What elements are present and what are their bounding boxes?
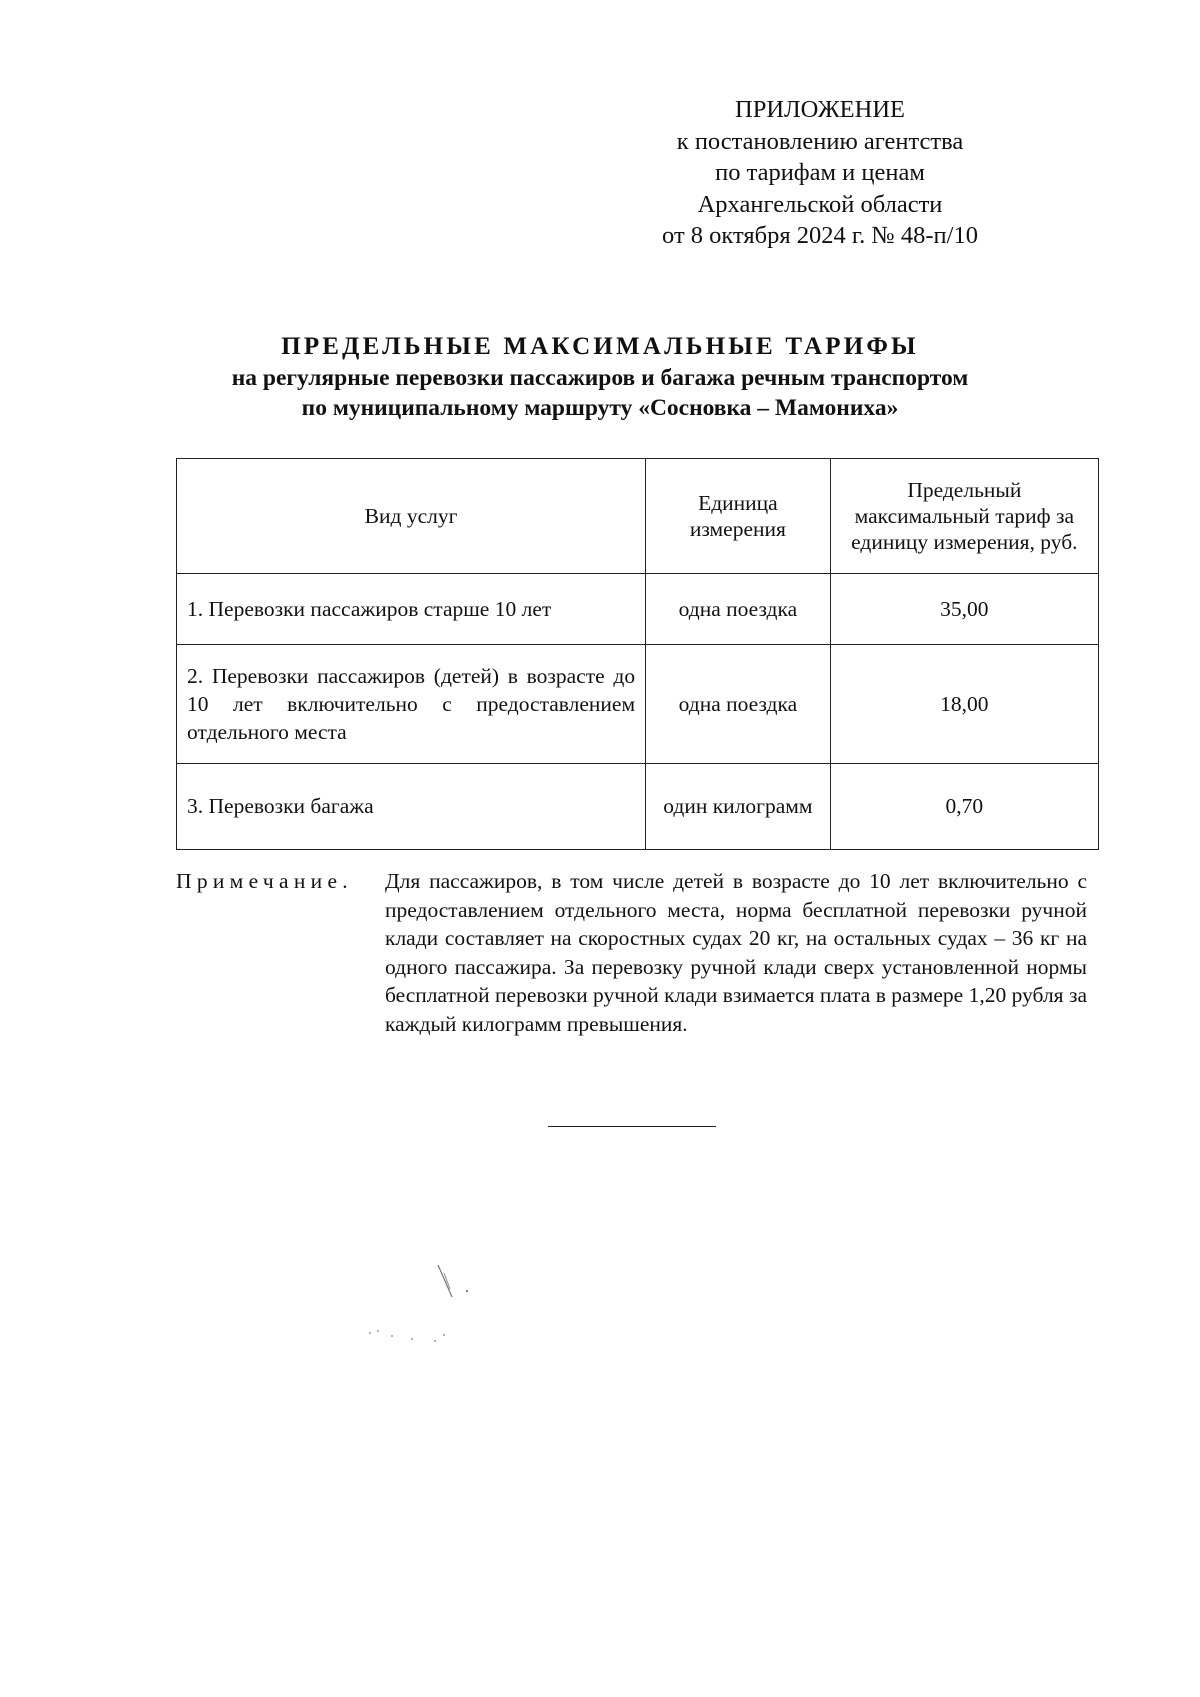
document-title (100, 330, 1100, 423)
note-text: Для пассажиров, в том числе детей в возрасте до 10 лет включительно с предоставлением отдельного места, норма бесплатной перевозки ручной клади составляет на скоростных судах 20 кг, на остальных судах – 36 кг на одного пассажира. За перевозку ручной клади сверх установленной нормы бесплатной перевозки ручной клади взимается плата в размере 1,20 рубля за каждый килограмм превышения. (385, 869, 1087, 1036)
row-tariff: 0,70 (830, 764, 1098, 850)
table-row (177, 574, 1099, 645)
table-row (177, 764, 1099, 850)
separator-line (548, 1126, 716, 1127)
appendix-line-region: Архангельской области (697, 190, 943, 218)
appendix-header (620, 94, 1020, 252)
appendix-title: ПРИЛОЖЕНИЕ (735, 96, 905, 123)
row-service: 2. Перевозки пассажиров (детей) в возрасте до 10 лет включительно с предоставлением отдельного места (177, 645, 646, 764)
header-service: Вид услуг (177, 459, 646, 574)
row-service: 1. Перевозки пассажиров старше 10 лет (177, 574, 646, 645)
document-title-main: ПРЕДЕЛЬНЫЕ МАКСИМАЛЬНЫЕ ТАРИФЫ (281, 333, 919, 360)
tariffs-table (176, 458, 1099, 850)
row-service: 3. Перевозки багажа (177, 764, 646, 850)
row-tariff: 35,00 (830, 574, 1098, 645)
document-title-subject: на регулярные перевозки пассажиров и багажа речным транспортом (231, 365, 969, 391)
header-unit: Единица измерения (646, 459, 831, 574)
scan-artifact-specks (340, 1255, 500, 1365)
header-tariff: Предельный максимальный тариф за единицу измерения, руб. (830, 459, 1098, 574)
table-header-row (177, 459, 1099, 574)
note-label: Примечание. (176, 869, 353, 893)
row-unit: одна поездка (646, 574, 831, 645)
row-tariff: 18,00 (830, 645, 1098, 764)
row-unit: один килограмм (646, 764, 831, 850)
document-title-route: по муниципальному маршруту «Сосновка – Мамониха» (301, 395, 899, 421)
appendix-line-date-number: от 8 октября 2024 г. № 48-п/10 (662, 222, 978, 249)
appendix-line-agency: по тарифам и ценам (715, 159, 925, 186)
appendix-line-resolution: к постановлению агентства (676, 127, 964, 155)
row-unit: одна поездка (646, 645, 831, 764)
table-row (177, 645, 1099, 764)
